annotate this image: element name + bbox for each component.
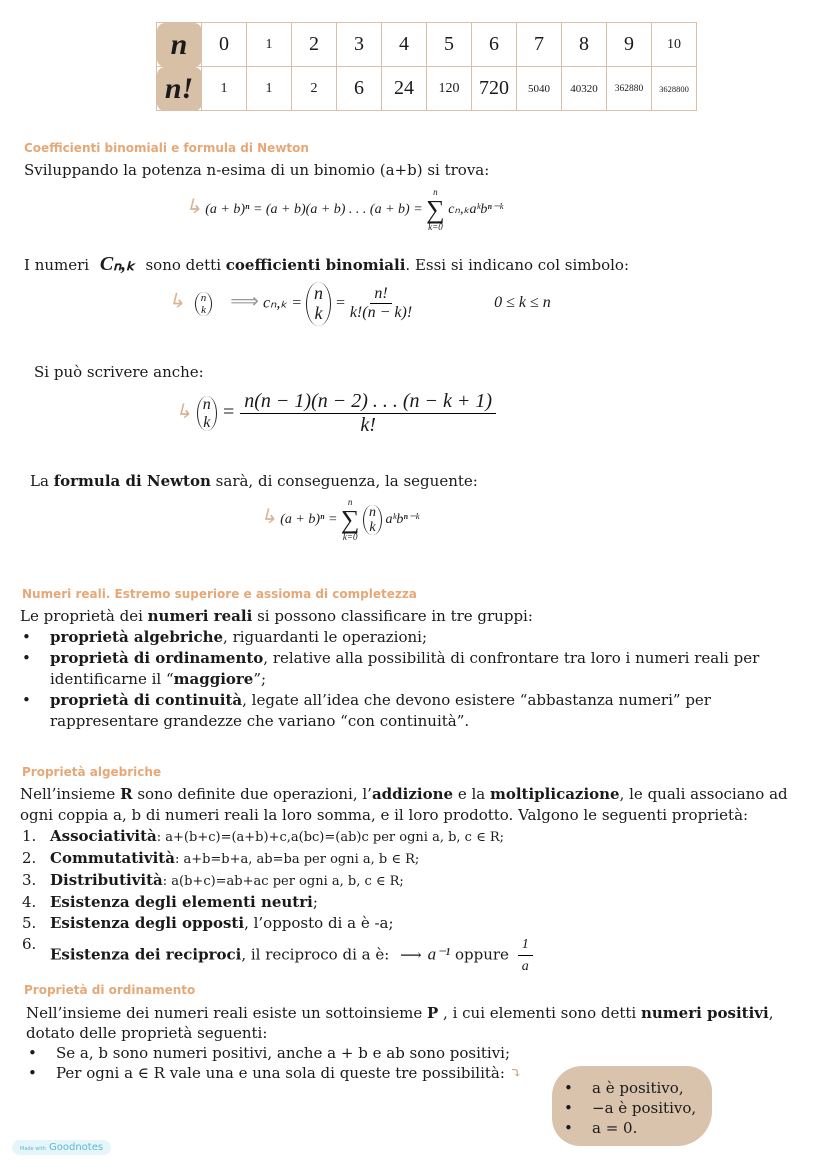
text: identificarne il “ xyxy=(50,670,174,688)
bold-text: addizione xyxy=(371,785,454,803)
number: 2. xyxy=(22,849,37,867)
cell: 3628800 xyxy=(652,67,697,111)
cell: 120 xyxy=(427,67,472,111)
bullet: • xyxy=(564,1119,573,1137)
bold-text: numeri positivi xyxy=(640,1004,769,1022)
text-line: Si può scrivere anche: xyxy=(34,363,204,381)
cell: 1 xyxy=(247,23,292,67)
curved-arrow-icon: ⤵ xyxy=(509,1064,523,1082)
bold-text: proprietà algebriche xyxy=(50,628,224,646)
binom-top: n xyxy=(202,395,211,413)
possibilities-list xyxy=(562,1078,696,1138)
text: a è positivo, xyxy=(592,1079,684,1097)
cell: 6 xyxy=(337,67,382,111)
number: 1. xyxy=(22,827,37,845)
bold-text: Distributività xyxy=(50,871,163,889)
text: ”; xyxy=(253,670,267,688)
text: , l’opposto di a è -a; xyxy=(244,914,394,932)
numerator: 1 xyxy=(518,934,533,956)
implies-arrow: ⟹ xyxy=(230,290,259,313)
section-heading: Proprietà algebriche xyxy=(22,765,162,779)
fraction xyxy=(240,390,496,437)
numerator: n! xyxy=(370,285,391,304)
text: : a+b=b+a, ab=ba per ogni a, b ∈ R; xyxy=(174,852,420,867)
binomial-symbol xyxy=(197,396,217,431)
text-line: dotato delle proprietà seguenti: xyxy=(26,1024,268,1042)
text: Le proprietà dei xyxy=(20,607,143,625)
list-item xyxy=(20,848,788,870)
denominator: k! xyxy=(360,414,376,436)
text: , legate all’idea che devono esistere “abbastanza numeri” per xyxy=(242,691,711,709)
curved-arrow-icon: ↳ xyxy=(175,401,192,424)
bold-text: formula di Newton xyxy=(53,472,211,490)
binom-bottom: k xyxy=(369,520,376,535)
bold-text: maggiore xyxy=(173,670,254,688)
cell: 5040 xyxy=(517,67,562,111)
formula-part: (a + b)ⁿ = (a + b)(a + b) . . . (a + b) = xyxy=(205,202,423,218)
formula-binomial-expansion xyxy=(185,188,503,232)
text: Se a, b sono numeri positivi, anche a + b e ab sono positivi; xyxy=(56,1044,511,1062)
number: 5. xyxy=(22,914,37,932)
list-item xyxy=(562,1118,696,1138)
text: , il reciproco di a è: xyxy=(241,945,390,964)
list-item xyxy=(562,1078,696,1098)
bullet: • xyxy=(28,1044,37,1062)
list-item xyxy=(20,934,788,977)
text: I numeri xyxy=(24,256,90,274)
text-line: Nell’insieme dei numeri reali esiste un sottoinsieme P , i cui elementi sono detti numeri positivi, xyxy=(26,1004,774,1022)
table-row-factorial xyxy=(157,67,697,111)
text: , relative alla possibilità di confrontare tra loro i numeri reali per xyxy=(263,649,760,667)
cell: 2 xyxy=(292,67,337,111)
text: , i cui elementi sono detti xyxy=(443,1004,637,1022)
binomial-symbol xyxy=(363,505,382,536)
bullet: • xyxy=(22,628,31,646)
list-item xyxy=(562,1098,696,1118)
binom-bottom: k xyxy=(201,303,206,316)
badge-brand: Goodnotes xyxy=(49,1142,104,1153)
curved-arrow-icon: ↳ xyxy=(260,506,277,529)
text-line: Sviluppando la potenza n-esima di un binomio (a+b) si trova: xyxy=(24,161,490,179)
table-row-n xyxy=(157,23,697,67)
algebraic-properties-block xyxy=(20,784,788,977)
text: e la xyxy=(457,785,486,803)
curved-arrow-icon: ↳ xyxy=(185,196,202,219)
text: . Essi si indicano col simbolo: xyxy=(405,256,630,274)
text: a = 0. xyxy=(592,1119,638,1137)
bullet: • xyxy=(564,1079,573,1097)
formula-binomial-coefficient xyxy=(168,282,551,326)
text: , riguardanti le operazioni; xyxy=(223,628,428,646)
bold-text: P xyxy=(426,1004,439,1022)
binomial-symbol xyxy=(195,292,213,316)
sum-upper: n xyxy=(433,187,438,197)
section-heading: Numeri reali. Estremo superiore e assioma di completezza xyxy=(22,587,417,601)
number: 4. xyxy=(22,893,37,911)
section-heading: Proprietà di ordinamento xyxy=(24,983,196,997)
binom-top: n xyxy=(368,504,376,520)
bold-text: R xyxy=(120,785,133,803)
list-item xyxy=(20,826,788,848)
number: 6. xyxy=(22,935,37,953)
text: sarà, di conseguenza, la seguente: xyxy=(215,472,478,490)
binomial-symbol xyxy=(306,282,331,326)
cell: 362880 xyxy=(607,67,652,111)
bold-text: numeri reali xyxy=(147,607,253,625)
sum-lower: k=0 xyxy=(342,532,358,542)
number: 3. xyxy=(22,871,37,889)
list-item xyxy=(26,1043,774,1063)
formula-part: (a + b)ⁿ = xyxy=(280,512,338,528)
text: sono detti xyxy=(145,256,222,274)
bold-text: proprietà di continuità xyxy=(50,691,243,709)
formula-part: a⁻¹ xyxy=(427,944,451,964)
factorial-table xyxy=(156,22,697,111)
cell: 3 xyxy=(337,23,382,67)
text: Nell’insieme dei numeri reali esiste un sottoinsieme xyxy=(26,1004,423,1022)
curved-arrow-icon: ↳ xyxy=(168,290,185,313)
text-line xyxy=(20,784,788,805)
cell: 9 xyxy=(607,23,652,67)
cell: 24 xyxy=(382,67,427,111)
cell: 2 xyxy=(292,23,337,67)
binom-top: n xyxy=(314,283,324,303)
summation: n ∑ k=0 xyxy=(340,497,360,542)
list-item xyxy=(20,913,788,934)
arrow-right-icon: ⟶ xyxy=(400,945,422,964)
formula-part: aᵏbⁿ⁻ᵏ xyxy=(385,512,420,528)
bullet: • xyxy=(22,691,31,709)
list-item xyxy=(20,648,759,690)
cell: 10 xyxy=(652,23,697,67)
bullet: • xyxy=(22,649,31,667)
formula-part: cₙ,ₖ = xyxy=(262,294,303,312)
cell: 5 xyxy=(427,23,472,67)
text: Per ogni a ∈ R vale una e una sola di queste tre possibilità: xyxy=(56,1064,505,1082)
cell: 4 xyxy=(382,23,427,67)
numerator: n(n − 1)(n − 2) . . . (n − k + 1) xyxy=(240,390,496,414)
fraction xyxy=(350,285,412,322)
text: sono definite due operazioni, l’ xyxy=(137,785,372,803)
formula-part: = xyxy=(335,294,346,312)
bold-text: Commutatività xyxy=(50,849,175,867)
bold-text: coefficienti binomiali xyxy=(225,256,406,274)
bullet: • xyxy=(28,1064,37,1082)
cell: 6 xyxy=(472,23,517,67)
bullet: • xyxy=(564,1099,573,1117)
row-label-n: n xyxy=(157,23,202,67)
sum-lower: k=0 xyxy=(428,222,443,232)
binom-top: n xyxy=(200,291,207,304)
cell: 8 xyxy=(562,23,607,67)
binom-bottom: k xyxy=(203,413,211,431)
text: −a è positivo, xyxy=(592,1099,697,1117)
cell: 1 xyxy=(247,67,292,111)
bold-text: Esistenza degli elementi neutri xyxy=(50,893,313,911)
bold-text: proprietà di ordinamento xyxy=(50,649,264,667)
cell: 7 xyxy=(517,23,562,67)
fraction xyxy=(518,934,533,977)
bold-text: Esistenza dei reciproci xyxy=(50,945,242,964)
list-item xyxy=(20,892,788,913)
text-line: ogni coppia a, b di numeri reali la loro somma, e il loro prodotto. Valgono le seguenti proprietà: xyxy=(20,806,749,824)
text-line xyxy=(24,251,629,276)
goodnotes-badge xyxy=(12,1140,111,1155)
formula-part: = xyxy=(221,401,236,424)
list-item xyxy=(20,870,788,892)
badge-prefix: Made with xyxy=(20,1146,46,1152)
formula-newton xyxy=(260,498,419,542)
range: 0 ≤ k ≤ n xyxy=(494,294,551,312)
text: : a+(b+c)=(a+b)+c,a(bc)=(ab)c per ogni a, b, c ∈ R; xyxy=(156,830,505,845)
cell: 1 xyxy=(202,67,247,111)
text: si possono classificare in tre gruppi: xyxy=(257,607,533,625)
bold-text: moltiplicazione xyxy=(489,785,620,803)
list-item xyxy=(20,690,759,732)
sum-upper: n xyxy=(347,497,353,507)
binom-bottom: k xyxy=(314,302,323,323)
formula-part: cₙ,ₖaᵏbⁿ⁻ᵏ xyxy=(448,202,504,218)
text: : a(b+c)=ab+ac per ogni a, b, c ∈ R; xyxy=(162,874,404,889)
section-heading: Coefficienti binomiali e formula di Newton xyxy=(24,141,309,155)
denominator: k!(n − k)! xyxy=(349,304,413,322)
bold-text: Associatività xyxy=(50,827,157,845)
text: , le quali associano ad xyxy=(619,785,788,803)
cell: 720 xyxy=(472,67,517,111)
text: La xyxy=(30,472,49,490)
text: ; xyxy=(312,893,318,911)
text: rappresentare grandezze che variano “con continuità”. xyxy=(50,712,470,730)
text: Nell’insieme xyxy=(20,785,116,803)
list-item xyxy=(20,627,759,648)
bold-text: Esistenza degli opposti xyxy=(50,914,245,932)
cell: 0 xyxy=(202,23,247,67)
summation: n ∑ k=0 xyxy=(426,187,445,232)
text-line xyxy=(20,606,759,627)
denominator: a xyxy=(521,959,529,974)
text: oppure xyxy=(454,945,509,964)
text-line xyxy=(30,472,478,490)
formula-binomial-product xyxy=(175,390,496,437)
symbol: Cₙ,ₖ xyxy=(99,253,135,275)
row-label-factorial: n! xyxy=(157,67,202,111)
real-numbers-block xyxy=(20,606,759,732)
cell: 40320 xyxy=(562,67,607,111)
